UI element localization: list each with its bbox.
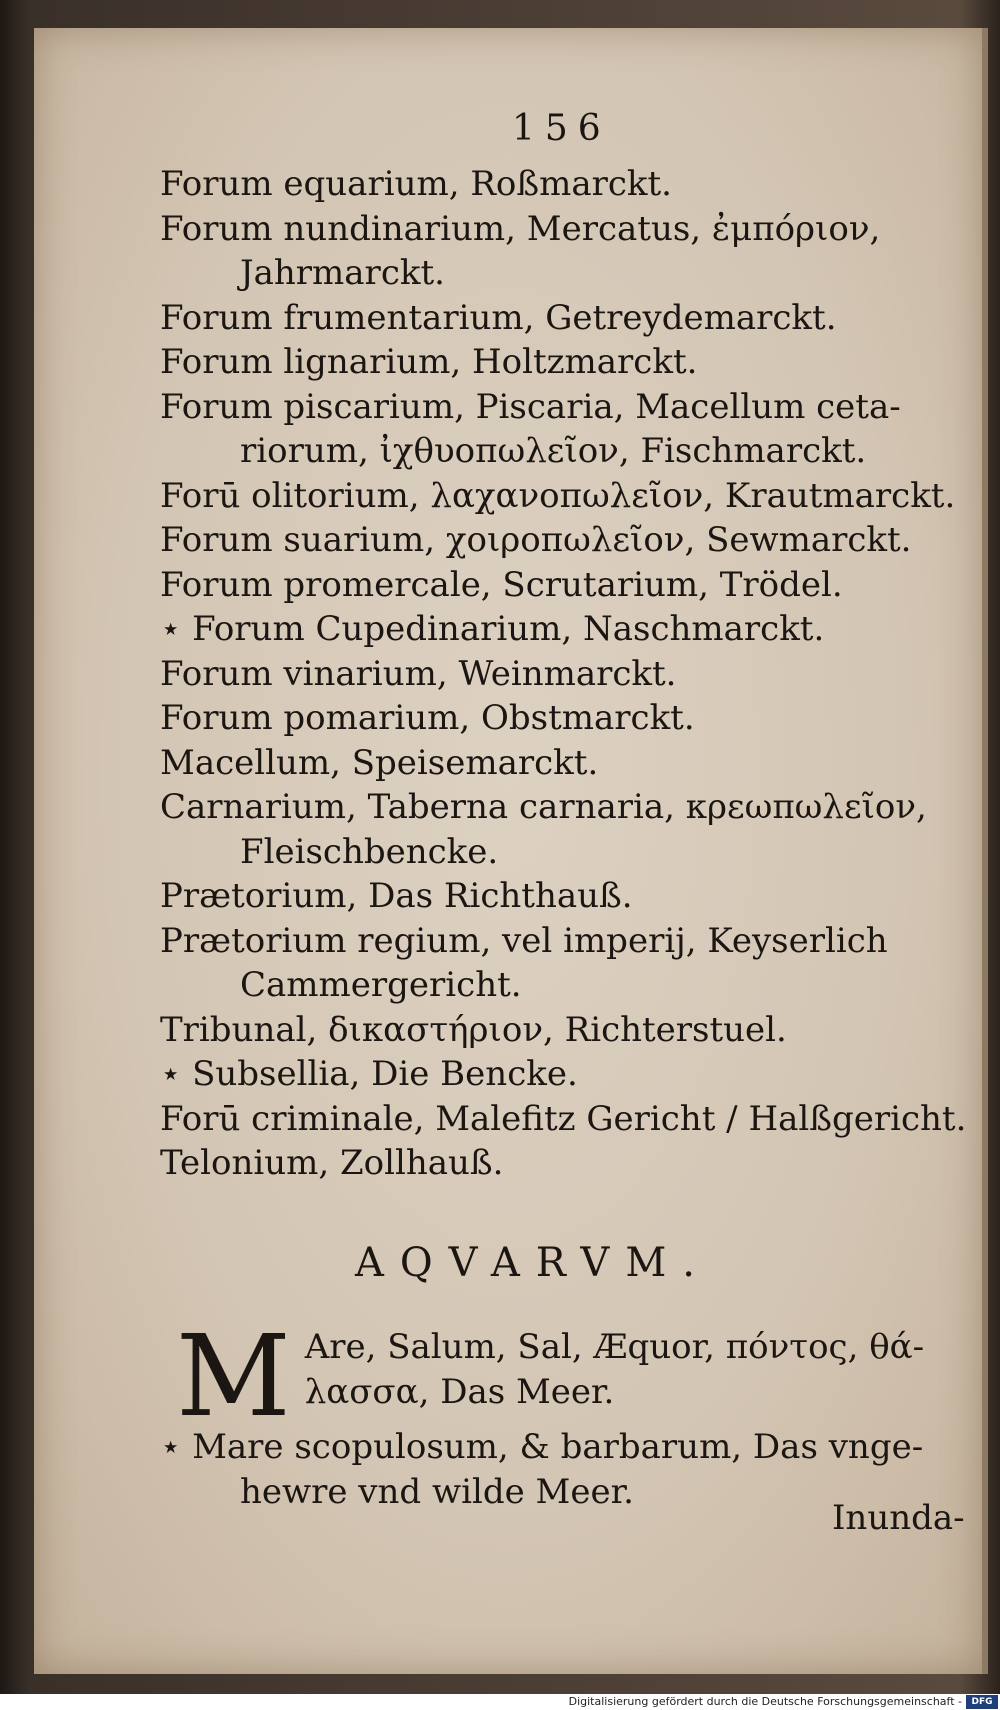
catchword: Inunda- [832, 1498, 965, 1538]
entry-line: Forum promercale, Scrutarium, Trödel. [160, 564, 843, 605]
entry-line: Carnarium, Taberna carnaria, κρεωπωλεῖον, [160, 787, 927, 827]
funding-credit: Digitalisierung gefördert durch die Deutsche Forschungsgemeinschaft - [568, 1695, 962, 1708]
entry-continuation: Jahrmarckt. [240, 253, 445, 293]
page-number: 156 [512, 108, 611, 149]
section-body [160, 1312, 986, 1514]
entry-line: Forum suarium, χοιροπωλεῖον, Sewmarckt. [160, 520, 912, 560]
section-line: Are, Salum, Sal, Æquor, πόντος, θά- [304, 1327, 925, 1367]
dfg-logo: DFG [966, 1695, 998, 1709]
entry-continuation: Fleischbencke. [240, 831, 499, 872]
section-heading: AQVARVM. [355, 1240, 711, 1286]
glossary-entries [160, 162, 980, 1186]
drop-cap: M [176, 1312, 291, 1442]
entry-line: Prætorium regium, vel imperij, Keyserlich [160, 920, 888, 961]
section-line: ⋆ Mare scopulosum, & barbarum, Das vnge- [160, 1427, 924, 1467]
entry-line: Forum vinarium, Weinmarckt. [160, 653, 677, 694]
entry-line: Forum lignarium, Holtzmarckt. [160, 342, 698, 382]
entry-continuation: riorum, ἰχθυοπωλεῖον, Fischmarckt. [240, 431, 867, 471]
entry-line: Forum piscarium, Piscaria, Macellum ceta- [160, 386, 901, 427]
entry-line: Forū olitorium, λαχανοπωλεῖον, Krautmarckt. [160, 475, 956, 516]
entry-line: ⋆ Subsellia, Die Bencke. [160, 1054, 578, 1094]
entry-line: Forum equarium, Roßmarckt. [160, 164, 672, 204]
entry-line: Forum nundinarium, Mercatus, ἐμπόριον, [160, 208, 881, 249]
section-line: hewre vnd wilde Meer. [240, 1471, 634, 1512]
entry-line: Macellum, Speisemarckt. [160, 742, 599, 783]
entry-line: Prætorium, Das Richthauß. [160, 876, 633, 916]
entry-line: Tribunal, δικαστήριον, Richterstuel. [160, 1009, 787, 1050]
entry-line: Forum frumentarium, Getreydemarckt. [160, 297, 837, 338]
entry-continuation: Cammergericht. [240, 965, 522, 1005]
entry-line: ⋆ Forum Cupedinarium, Naschmarckt. [160, 609, 825, 649]
entry-line: Telonium, Zollhauß. [160, 1143, 504, 1183]
section-line: λασσα, Das Meer. [304, 1371, 615, 1412]
entry-line: Forū criminale, Malefitz Gericht / Halßgericht. [160, 1098, 967, 1139]
entry-line: Forum pomarium, Obstmarckt. [160, 698, 695, 738]
